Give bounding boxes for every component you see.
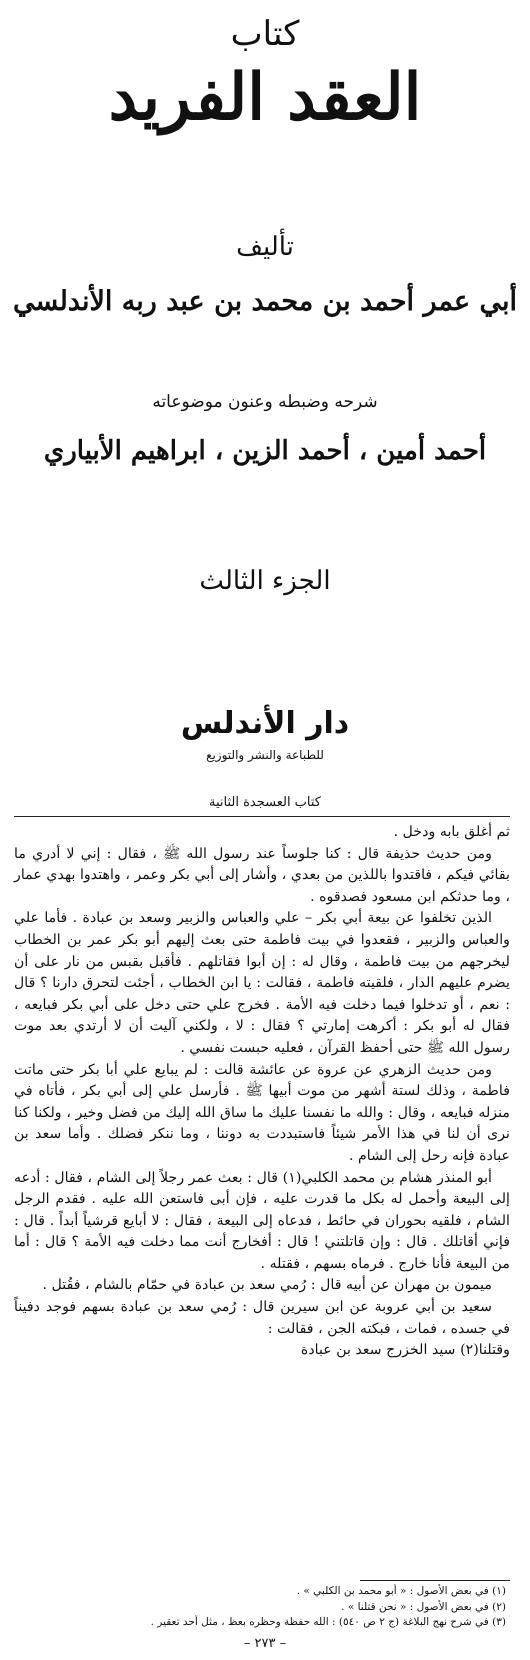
editors-intro: شرحه وضبطه وعنون موضوعاته [152,392,378,412]
paragraph: الذين تخلفوا عن بيعة أبي بكر – علي والعباس والزبير وسعد بن عبادة . فأما علي والعباس والزبير ، فقعدوا في بيت فاطمة حتى بعث إليهم أبو بكر عمر بن الخطاب ليخرجهم من بيت فاطمة ، وقال له : إن أبوا فقاتلهم . فأقبل بقبس من نار على أن يضرم عليهم الدار ، فلقيته فاطمة ، فقالت : يا ابن الخطاب ، أجئت لتحرق دارنا ؟ قال : نعم ، أو تدخلوا فيما دخلت فيه الأمة . فخرج علي حتى دخل على أبي بكر فبايعه ، فقال له أبو بكر : أكرهت إمارتي ؟ فقال : لا ، ولكني آليت أن لا أرتدي بعد موت رسول الله ﷺ حتى أحفظ القرآن ، فعليه حبست نفسي . [14,910,510,1056]
poem-verse: وقتلنا(٢) سيد الخزرج سعد بن عبادة [300,1342,510,1359]
publisher-name: دار الأندلس [180,706,350,741]
footnote: (٢) في بعض الأصول : « نحن قتلنا » . [341,1600,506,1613]
footnotes [26,1584,506,1631]
paragraph: ثم أغلق بابه ودخل . [393,824,510,840]
volume-label: الجزء الثالث [199,566,331,596]
author-name: أبي عمر أحمد بن محمد بن عبد ربه الأندلسي [13,286,517,317]
paragraph: ميمون بن مهران عن أبيه قال : رُمي سعد بن عبادة في حمّام بالشام ، فقُتل . [42,1277,492,1294]
paragraph: ومن حديث الزهري عن عروة عن عائشة قالت : لم يبايع علي أبا بكر حتى ماتت فاطمة ، وذلك لستة أشهر من موت أبيها ﷺ . فأرسل علي إلى أبي بكر ، فأتاه في منزله فبايعه ، وقال : والله ما نفسنا عليك ما ساق الله إليك من فضل وخير ، ولكنا كنا نرى أن لنا في هذا الأمر شيئاً فاستبددت به دوننا ، وما ننكر فضلك . وأما سعد بن عبادة فإنه رحل إلى الشام . [14,1061,510,1164]
paragraph: أبو المنذر هشام بن محمد الكلبي(١) قال : بعث عمر رجلاً إلى الشام ، فقال : أدعه إلى البيعة وأحمل له بكل ما قدرت عليه ، فإن أبى فاستعن الله عليه . فقدم الرجل الشام ، فلقيه بحوران في حائط ، فدعاه إلى البيعة ، فقال : لا أبايع قرشياً أبداً . قال : فإني أقاتلك . قال : وإن قاتلتني ! قال : أفخارج أنت مما دخلت فيه الأمة ؟ قال : أما من البيعة فأنا خارج . فرماه بسهم ، فقتله . [14,1169,510,1272]
publisher-subtitle: للطباعة والنشر والتوزيع [206,748,324,762]
footnote: (١) في بعض الأصول : « أبو محمد بن الكلبي » . [296,1585,506,1597]
header-rule [14,816,510,817]
footnote: (٣) في شرح نهج البلاغة (ج ٢ ص ٥٤٠) : الله حفظة وحظره بعظ ، مثل أحد تعقير . [150,1616,506,1628]
footnote-rule [360,1580,510,1581]
editors-names: أحمد أمين ، أحمد الزين ، ابراهيم الأبياري [43,436,487,466]
title-page [0,0,530,800]
talif-label: تأليف [236,232,294,262]
kitab-label: كتاب [230,14,300,54]
page-number: – ٢٧٣ – [243,1636,287,1651]
main-text [14,822,510,1362]
book-title: العقد الفريد [108,60,422,135]
running-head: كتاب العسجدة الثانية [208,795,321,810]
paragraph: ومن حديث حذيفة قال : كنا جلوساً عند رسول الله ﷺ ، فقال : إني لا أدري ما بقائي فيكم ، فاقتدوا باللذين من بعدي ، وأشار إلى أبي بكر وعمر ، واهتدوا بهدي عمار ، وما حدثكم ابن مسعود فصدقوه . [14,845,510,905]
paragraph: سعيد بن أبي عروبة عن ابن سيرين قال : رُمي سعد بن عبادة بسهم فوجد دفيناً في جسده ، فمات ، فبكته الجن ، فقالت : [14,1299,510,1337]
